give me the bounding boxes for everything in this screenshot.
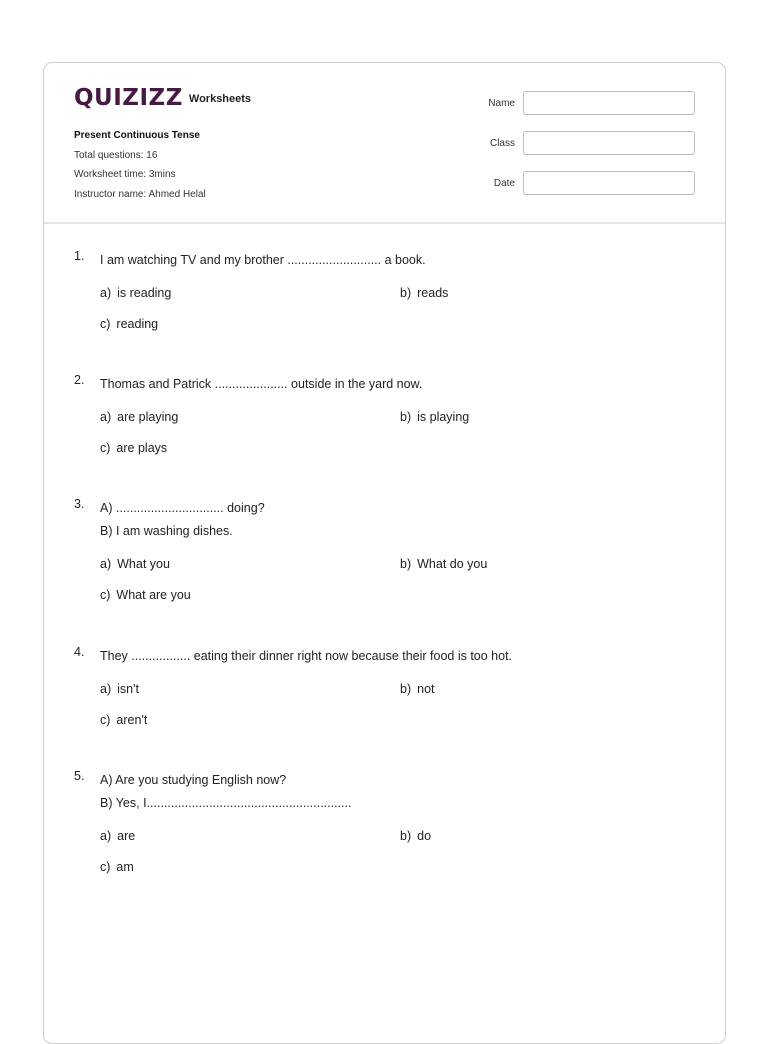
question-2 bbox=[74, 373, 695, 497]
option-text: are playing bbox=[117, 410, 179, 424]
option-b bbox=[400, 682, 435, 696]
instructor-name: Instructor name: Ahmed Helal bbox=[74, 188, 206, 200]
worksheet-time: Worksheet time: 3mins bbox=[74, 169, 176, 180]
option-text: reads bbox=[417, 286, 449, 300]
total-questions: Total questions: 16 bbox=[74, 149, 158, 161]
question-text: A) Are you studying English now? bbox=[100, 773, 287, 787]
option-letter: a) bbox=[100, 557, 112, 571]
date-label: Date bbox=[493, 177, 515, 189]
option-a bbox=[100, 557, 170, 571]
option-c bbox=[100, 317, 158, 331]
option-letter: c) bbox=[100, 317, 111, 331]
quizizz-logo: QUIZIZZ bbox=[74, 85, 183, 111]
option-a bbox=[100, 829, 135, 843]
question-list bbox=[74, 249, 695, 893]
worksheet-title: Present Continuous Tense bbox=[74, 130, 200, 141]
option-c bbox=[100, 860, 134, 874]
option-text: What are you bbox=[116, 588, 191, 602]
option-b bbox=[400, 410, 469, 424]
student-fields bbox=[455, 91, 695, 211]
question-5 bbox=[74, 769, 695, 893]
name-field-row bbox=[455, 91, 695, 115]
option-text: is reading bbox=[117, 286, 172, 300]
class-field-row bbox=[455, 131, 695, 155]
option-letter: b) bbox=[400, 410, 412, 424]
option-text: isn't bbox=[117, 682, 139, 696]
option-letter: c) bbox=[100, 441, 111, 455]
option-a bbox=[100, 286, 171, 300]
option-text: is playing bbox=[417, 410, 470, 424]
question-1 bbox=[74, 249, 695, 373]
option-letter: c) bbox=[100, 860, 111, 874]
option-text: are plays bbox=[116, 441, 168, 455]
question-4 bbox=[74, 645, 695, 769]
worksheet-header bbox=[44, 63, 725, 224]
option-text: are bbox=[117, 829, 136, 843]
option-a bbox=[100, 410, 178, 424]
question-3 bbox=[74, 497, 695, 645]
question-number: 3. bbox=[74, 497, 85, 511]
option-text: aren't bbox=[116, 713, 148, 727]
question-text: They ................. eating their dinner right now because their food is too hot. bbox=[100, 649, 513, 663]
date-field[interactable] bbox=[523, 171, 695, 195]
worksheet bbox=[43, 62, 726, 1044]
question-number: 4. bbox=[74, 645, 85, 659]
question-number: 2. bbox=[74, 373, 85, 387]
question-number: 1. bbox=[74, 249, 85, 263]
option-text: reading bbox=[116, 317, 159, 331]
option-letter: a) bbox=[100, 829, 112, 843]
option-c bbox=[100, 713, 147, 727]
option-text: What do you bbox=[417, 557, 488, 571]
question-text-line-2: B) Yes, I........................................................... bbox=[100, 796, 352, 810]
option-c bbox=[100, 441, 167, 455]
question-text-line-2: B) I am washing dishes. bbox=[100, 524, 233, 538]
option-letter: a) bbox=[100, 410, 112, 424]
logo-subtitle: Worksheets bbox=[188, 93, 252, 105]
name-field[interactable] bbox=[523, 91, 695, 115]
option-text: What you bbox=[117, 557, 170, 571]
option-b bbox=[400, 557, 487, 571]
option-letter: b) bbox=[400, 286, 412, 300]
option-b bbox=[400, 286, 448, 300]
question-text: I am watching TV and my brother ........................... a book. bbox=[100, 253, 426, 267]
question-number: 5. bbox=[74, 769, 85, 783]
option-letter: b) bbox=[400, 557, 412, 571]
option-letter: b) bbox=[400, 682, 412, 696]
class-field[interactable] bbox=[523, 131, 695, 155]
option-text: am bbox=[116, 860, 134, 874]
option-b bbox=[400, 829, 431, 843]
question-text: A) ............................... doing? bbox=[100, 501, 265, 515]
logo-row bbox=[74, 85, 251, 111]
worksheet-info bbox=[74, 126, 206, 204]
option-a bbox=[100, 682, 139, 696]
option-letter: c) bbox=[100, 588, 111, 602]
date-field-row bbox=[455, 171, 695, 195]
option-letter: b) bbox=[400, 829, 412, 843]
class-label: Class bbox=[489, 137, 515, 149]
option-text: do bbox=[417, 829, 432, 843]
name-label: Name bbox=[488, 97, 515, 109]
question-text: Thomas and Patrick ..................... outside in the yard now. bbox=[100, 377, 423, 391]
option-text: not bbox=[417, 682, 435, 696]
option-letter: a) bbox=[100, 682, 112, 696]
option-c bbox=[100, 588, 191, 602]
option-letter: a) bbox=[100, 286, 112, 300]
option-letter: c) bbox=[100, 713, 111, 727]
